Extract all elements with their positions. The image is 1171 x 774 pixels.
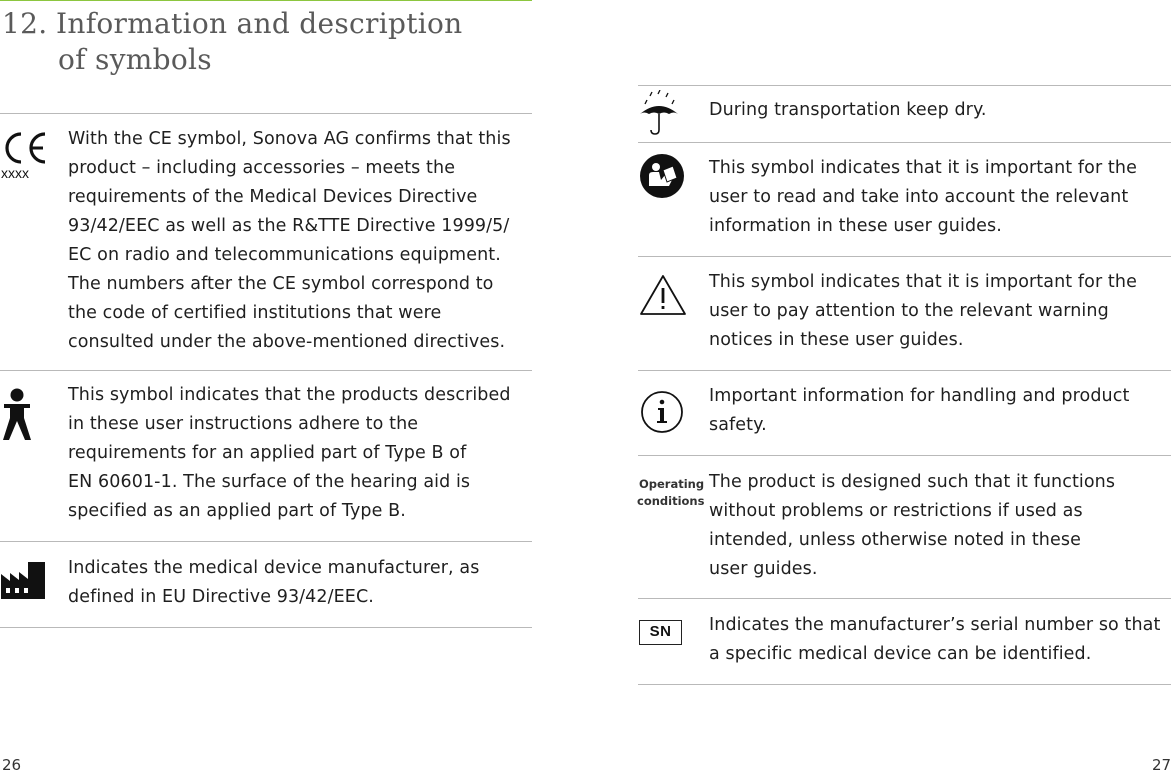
operating-conditions-label	[637, 476, 704, 510]
title-line-1: Information and description	[56, 7, 463, 40]
umbrella-keep-dry-icon	[638, 90, 680, 136]
info-icon	[640, 390, 684, 434]
divider	[638, 455, 1171, 456]
divider	[638, 684, 1171, 685]
page-number-right: 27	[1152, 756, 1171, 774]
read-instructions-description: This symbol indicates that it is important for the user to read and take into account the relevant information in these user guides.	[709, 158, 1137, 236]
page-title	[2, 6, 463, 78]
applied-part-type-b-icon	[0, 388, 34, 442]
divider	[638, 256, 1171, 257]
read-instructions-icon	[639, 153, 685, 199]
divider	[638, 85, 1171, 86]
keep-dry-description: During transportation keep dry.	[709, 100, 987, 120]
divider	[638, 142, 1171, 143]
applied-part-description: This symbol indicates that the products described in these user instructions adhere to the requirements for an applied part of Type B of EN 60601-1. The surface of the hearing aid is specified as an applied part of Type B.	[68, 385, 511, 521]
info-description: Important information for handling and product safety.	[709, 386, 1130, 435]
ce-mark-icon	[0, 128, 48, 180]
section-number: 12.	[2, 7, 48, 40]
warning-triangle-icon	[639, 274, 687, 316]
divider	[0, 370, 532, 371]
divider	[638, 370, 1171, 371]
warning-description: This symbol indicates that it is important for the user to pay attention to the relevant warning notices in these user guides.	[709, 272, 1137, 350]
header-accent-rule	[0, 0, 532, 1]
divider	[638, 598, 1171, 599]
operating-conditions-description: The product is designed such that it functions without problems or restrictions if used as intended, unless otherwise noted in these user guides.	[709, 472, 1116, 579]
ce-mark-description: With the CE symbol, Sonova AG confirms that this product – including accessories – meets the requirements of the Medical Devices Directive 93/42/EEC as well as the R&TTE Directive 1999/5/ EC on radio and telecommunications equipment. The numbers after the CE symbol correspond to the code of certified institutions that were consulted under the above-mentioned directives.	[68, 129, 511, 352]
manufacturer-icon	[0, 560, 46, 600]
serial-number-icon: SN	[639, 620, 682, 645]
page-number-left: 26	[2, 756, 22, 774]
serial-number-description: Indicates the manufacturer’s serial number so that a specific medical device can be identified.	[709, 615, 1161, 664]
operating-label-line-1: Operating	[639, 477, 705, 491]
divider	[0, 541, 532, 542]
divider	[0, 627, 532, 628]
ce-notified-body-label: xxxx	[1, 165, 29, 180]
operating-label-line-2: conditions	[637, 494, 705, 508]
manufacturer-description: Indicates the medical device manufacturer, as defined in EU Directive 93/42/EEC.	[68, 558, 480, 607]
title-line-2: of symbols	[58, 43, 212, 76]
divider	[0, 113, 532, 114]
